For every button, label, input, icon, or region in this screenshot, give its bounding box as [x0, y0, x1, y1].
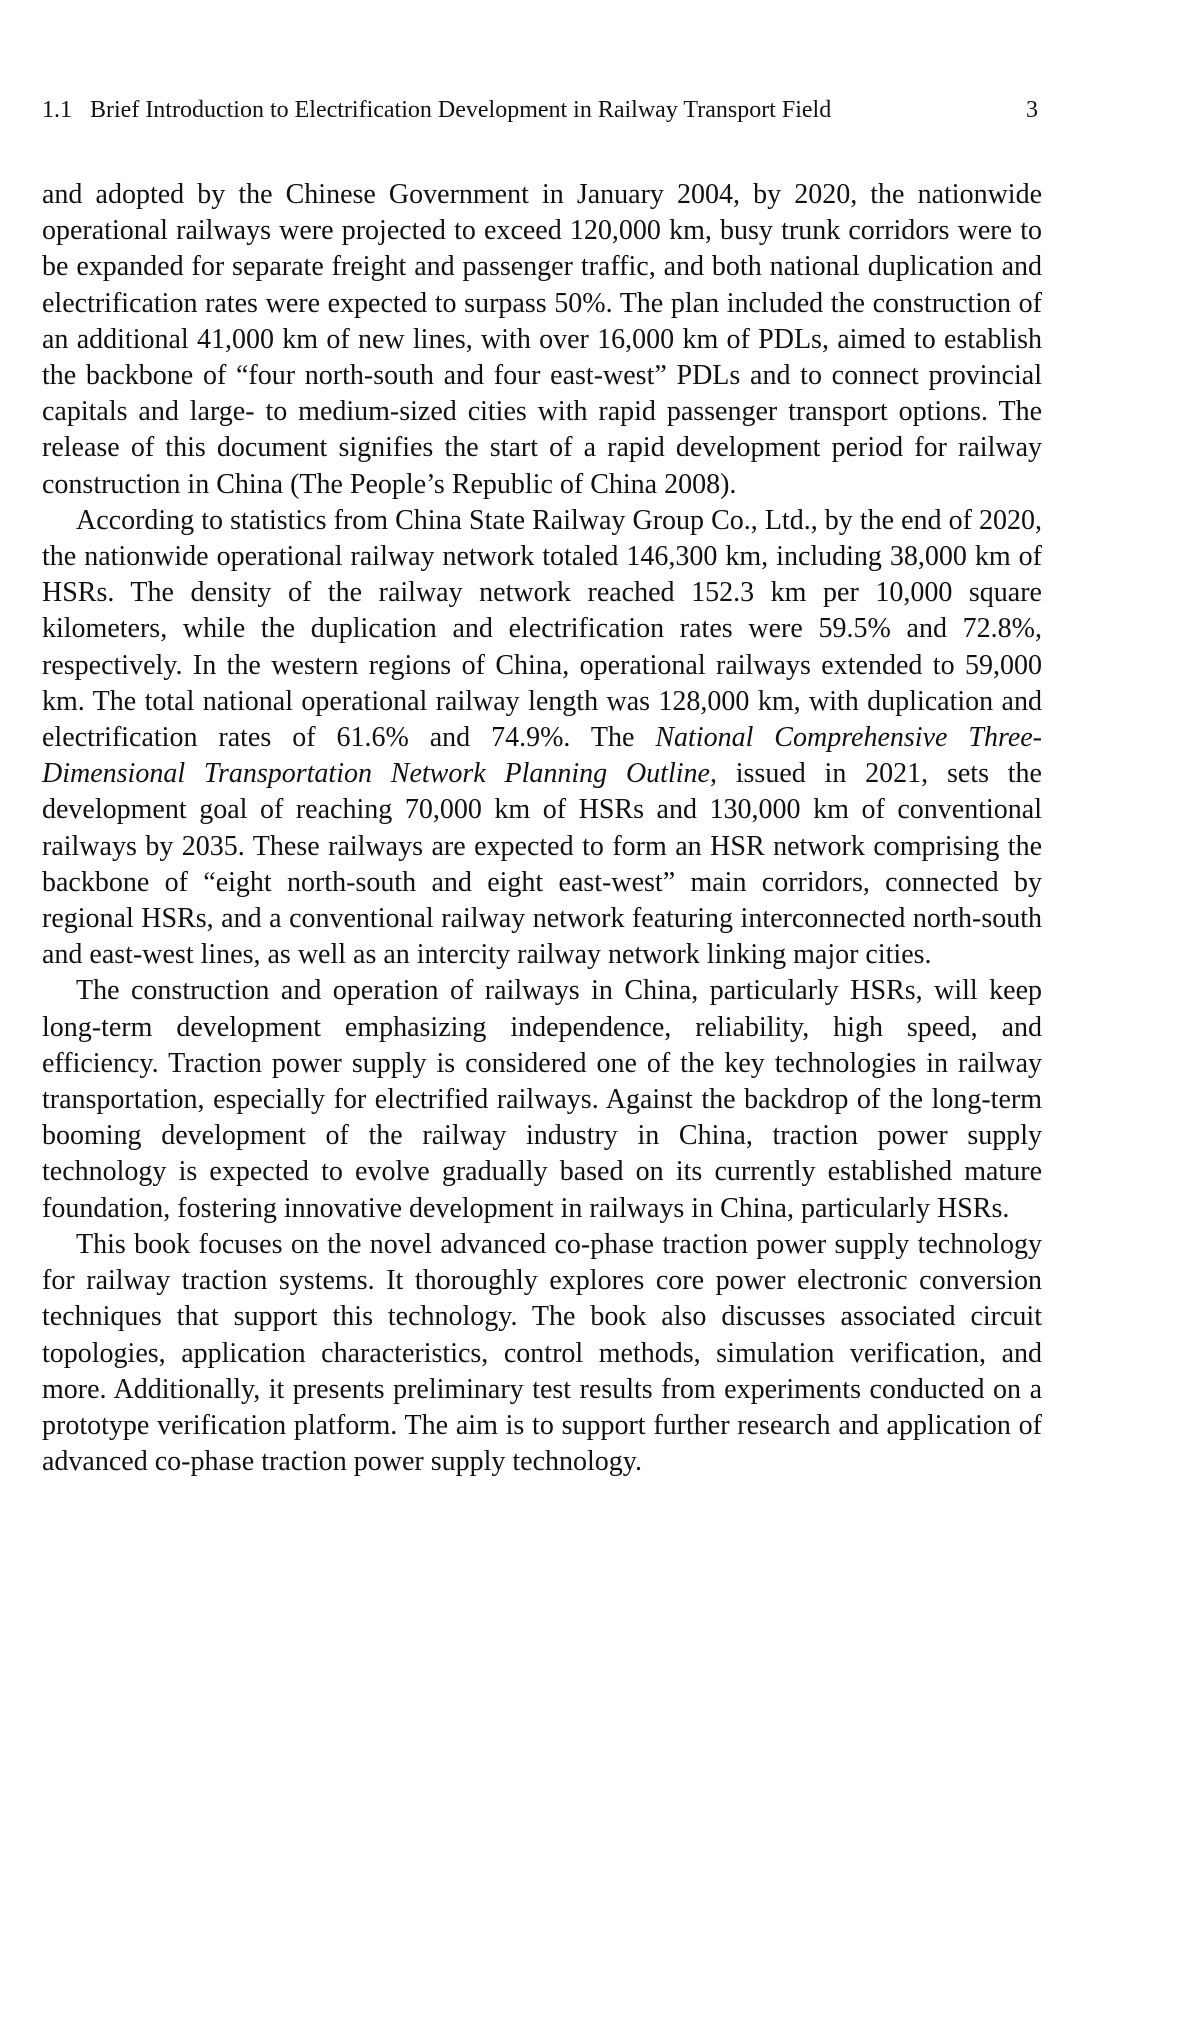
book-page	[42, 0, 1042, 2032]
paragraph-statistics-part2: , issued in 2021, sets the development goal of reaching 70,000 km of HSRs and 130,000 km of conventional railways by 2035. These railways are expected to form an HSR network comprising the backbone of “eight north-south and eight east-west” main corridors, connected by regional HSRs, and a conventional railway network featuring interconnected north-south and east-west lines, as well as an intercity railway network linking major cities.	[42, 758, 1042, 971]
paragraph-development: The construction and operation of railways in China, particularly HSRs, will keep long-term development emphasizing independence, reliability, high speed, and efficiency. Traction power supply is considered one of the key technologies in railway transportation, especially for electrified railways. Against the backdrop of the long-term booming development of the railway industry in China, traction power supply technology is expected to evolve gradually based on its currently established mature foundation, fostering innovative development in railways in China, particularly HSRs.	[42, 975, 1042, 1224]
section-number: 1.1	[42, 97, 72, 123]
page-number: 3	[1026, 97, 1038, 123]
paragraph-continuation: and adopted by the Chinese Government in January 2004, by 2020, the nationwide operational railways were projected to exceed 120,000 km, busy trunk corridors were to be expanded for separate freight and passenger traffic, and both national duplication and electrification rates were expected to surpass 50%. The plan included the construction of an additional 41,000 km of new lines, with over 16,000 km of PDLs, aimed to establish the backbone of “four north-south and four east-west” PDLs and to connect provincial capitals and large- to medium-sized cities with rapid passenger transport options. The release of this document signifies the start of a rapid development period for railway construction in China (The People’s Republic of China 2008).	[42, 179, 1042, 500]
paragraph-book-focus: This book focuses on the novel advanced co-phase traction power supply technology for railway traction systems. It thoroughly explores core power electronic conversion techniques that support this technology. The book also discusses associated circuit topologies, application characteristics, control methods, simulation verification, and more. Additionally, it presents preliminary test results from experiments conducted on a prototype verification platform. The aim is to support further research and application of advanced co-phase traction power supply technology.	[42, 1228, 1042, 1478]
paragraph-statistics	[42, 503, 1042, 974]
document-title-italic: National Comprehensive Three-Dimensional Transportation Network Planning Outline	[42, 722, 1042, 790]
body-text	[42, 177, 1042, 1480]
section-title: Brief Introduction to Electrification Development in Railway Transport Field	[90, 97, 832, 123]
paragraph-statistics-part1: According to statistics from China State Railway Group Co., Ltd., by the end of 2020, the nationwide operational railway network totaled 146,300 km, including 38,000 km of HSRs. The density of the railway network reached 152.3 km per 10,000 square kilometers, while the duplication and electrification rates were 59.5% and 72.8%, respectively. In the western regions of China, operational railways extended to 59,000 km. The total national operational railway length was 128,000 km, with duplication and electrification rates of 61.6% and 74.9%. The	[42, 504, 1042, 754]
running-header	[42, 95, 1042, 125]
